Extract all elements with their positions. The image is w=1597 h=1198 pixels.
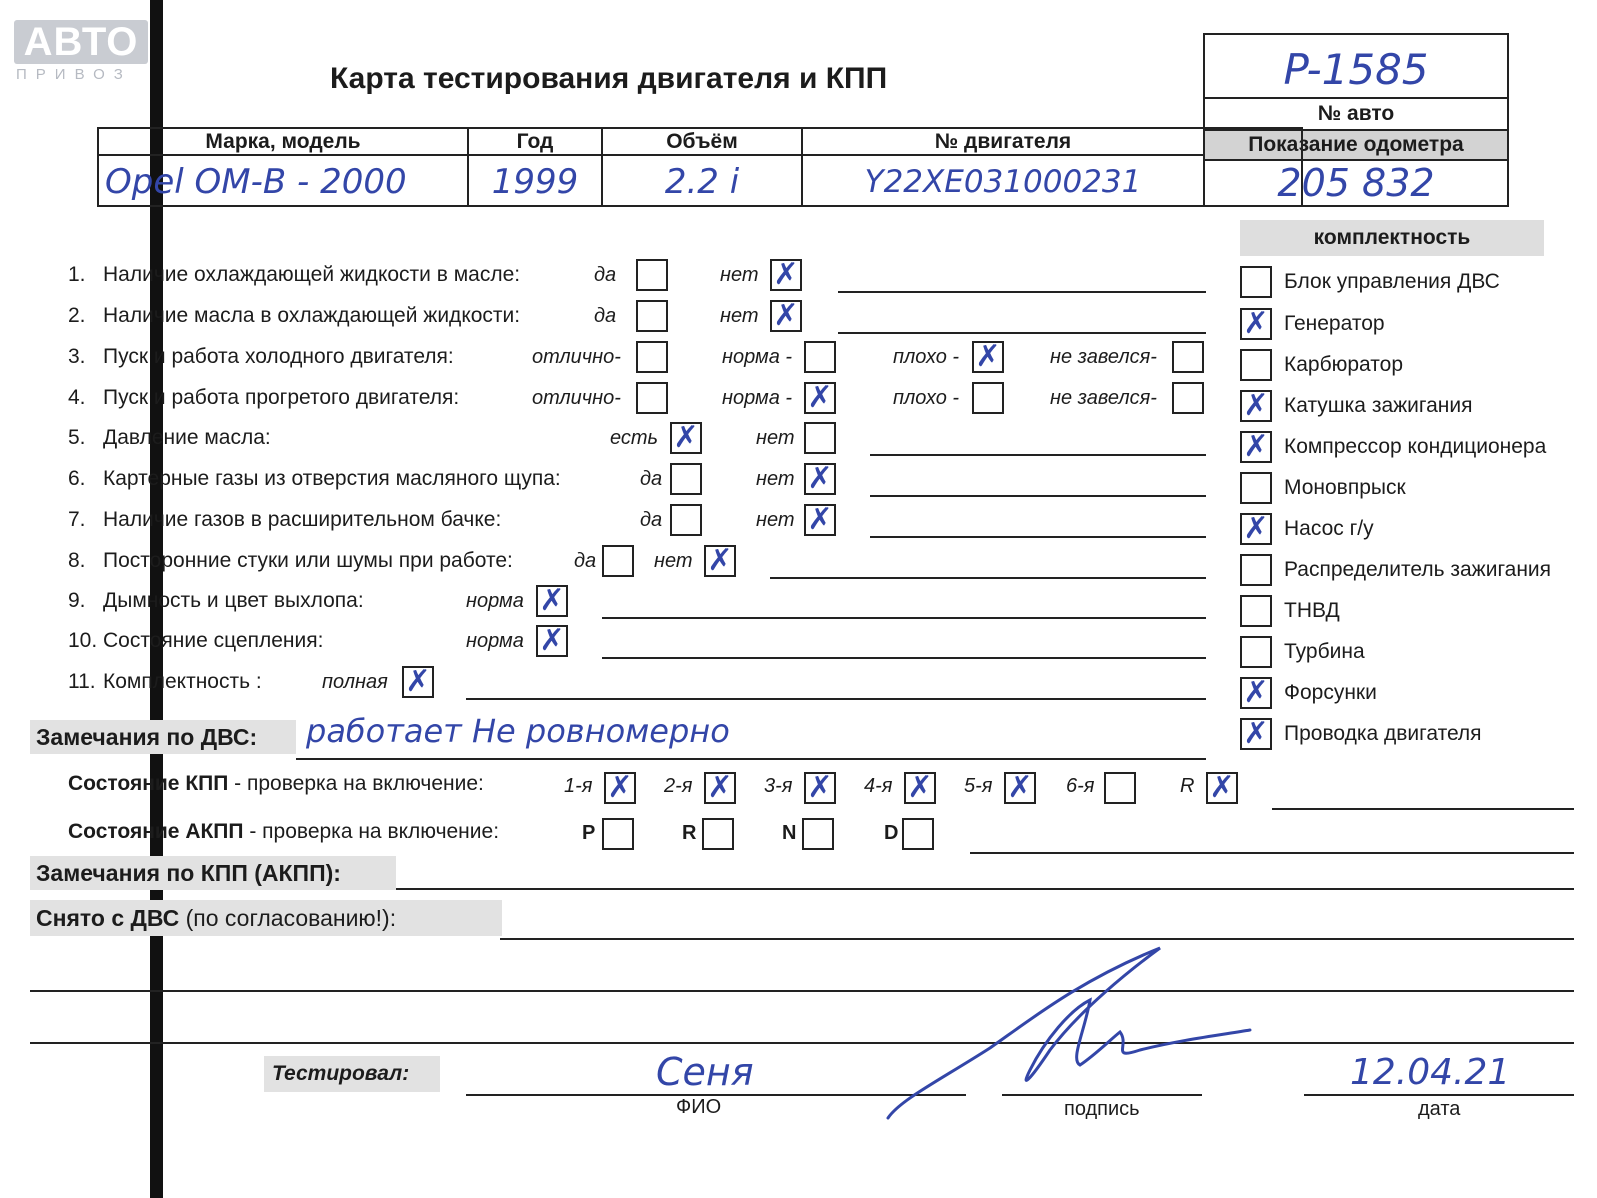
option-label: да [640,509,663,531]
option-checkbox[interactable] [804,382,836,414]
row-text: Наличие газов в расширительном бачке: [103,508,502,531]
option-label: норма [466,630,524,652]
option-label: норма - [722,346,793,368]
check-mark: ✗ [807,502,833,537]
header-value: Opel OM-B - 2000 [105,162,407,202]
option-checkbox[interactable] [972,341,1004,373]
komplektnost-item: Турбина [1284,640,1365,663]
gear-label: R [1180,775,1195,797]
header-label: Объём [603,129,801,156]
gear-checkbox[interactable] [604,772,636,804]
akpp-label [68,820,499,844]
auto-number-value: P-1585 [1283,45,1429,94]
option-checkbox[interactable] [770,259,802,291]
row-text: Комплектность : [103,670,262,693]
kpp-label [68,772,484,796]
gear-label: 4-я [864,775,893,797]
komplektnost-title: комплектность [1240,220,1544,256]
row-notes-line [870,454,1206,456]
row-number: 9. [68,589,86,612]
row-number: 6. [68,467,86,490]
header-value: 2.2 i [664,162,740,202]
komplektnost-item: Моновпрыск [1284,476,1406,499]
komplektnost-checkbox[interactable] [1240,349,1272,381]
option-checkbox[interactable] [670,463,702,495]
option-checkbox[interactable] [804,504,836,536]
akpp-mode-checkbox[interactable] [802,818,834,850]
row-notes-line [838,291,1206,293]
tested-date-value: 12.04.21 [1350,1052,1511,1093]
option-label: есть [610,427,659,449]
check-mark: ✗ [1243,675,1269,710]
header-label: Марка, модель [99,129,467,156]
komplektnost-checkbox[interactable] [1240,472,1272,504]
remarks-dvs-value: работает Не ровномерно [306,712,730,750]
option-label: отлично- [532,346,621,368]
option-label: нет [654,550,693,572]
option-checkbox[interactable] [804,341,836,373]
option-checkbox[interactable] [972,382,1004,414]
option-label: нет [720,264,759,286]
option-checkbox[interactable] [1172,382,1204,414]
option-label: не завелся- [1050,387,1157,409]
row-number: 10. [68,629,98,652]
check-mark: ✗ [975,339,1001,374]
sign-line [1002,1094,1202,1096]
row-notes-line [602,617,1206,619]
check-mark: ✗ [405,664,431,699]
komplektnost-checkbox[interactable] [1240,308,1272,340]
row-text: Посторонние стуки или шумы при работе: [103,549,513,572]
header-cell-model [99,129,469,205]
option-label: да [640,468,663,490]
option-checkbox[interactable] [636,300,668,332]
komplektnost-checkbox[interactable] [1240,266,1272,298]
row-text: Пуск и работа прогретого двигателя: [103,386,460,409]
check-mark: ✗ [1209,770,1235,805]
header-cell-engine-number [803,129,1203,205]
page-title: Карта тестирования двигателя и КПП [330,62,888,95]
row-text: Наличие масла в охлаждающей жидкости: [103,304,521,327]
check-mark: ✗ [773,298,799,333]
komplektnost-item: Насос г/у [1284,517,1374,540]
option-label: нет [720,305,759,327]
gear-label: 6-я [1066,775,1095,797]
option-checkbox[interactable] [536,625,568,657]
watermark-subtitle: ПРИВОЗ [16,66,132,83]
check-mark: ✗ [807,461,833,496]
check-mark: ✗ [1243,388,1269,423]
gear-checkbox[interactable] [1206,772,1238,804]
check-mark: ✗ [807,380,833,415]
check-mark: ✗ [539,623,565,658]
check-mark: ✗ [1243,511,1269,546]
sign-label: подпись [1064,1098,1140,1120]
komplektnost-item: ТНВД [1284,599,1340,622]
fio-label: ФИО [676,1096,722,1118]
gear-checkbox[interactable] [1104,772,1136,804]
row-text: Давление масла: [103,426,271,449]
komplektnost-item: Катушка зажигания [1284,394,1473,417]
row-notes-line [838,332,1206,334]
check-mark: ✗ [907,770,933,805]
check-mark: ✗ [1243,429,1269,464]
option-label: нет [756,509,795,531]
check-mark: ✗ [607,770,633,805]
option-checkbox[interactable] [1172,341,1204,373]
akpp-label-rest: - проверка на включение: [243,820,500,843]
akpp-line [970,852,1574,854]
komplektnost-item: Генератор [1284,312,1385,335]
check-mark: ✗ [1243,716,1269,751]
row-number: 11. [68,670,96,693]
auto-number-label: № авто [1205,97,1507,129]
row-number: 8. [68,549,86,572]
row-number: 5. [68,426,86,449]
check-mark: ✗ [707,770,733,805]
gear-label: 5-я [964,775,993,797]
option-label: норма [466,590,524,612]
check-mark: ✗ [1243,306,1269,341]
kpp-label-rest: - проверка на включение: [228,772,484,795]
komplektnost-item: Блок управления ДВС [1284,270,1500,293]
gear-label: 2-я [664,775,693,797]
option-label: не завелся- [1050,346,1157,368]
odometer-label: Показание одометра [1205,129,1507,161]
row-text: Наличие охлаждающей жидкости в масле: [103,263,521,286]
remarks-dvs-label: Замечания по ДВС: [30,720,296,754]
gear-label: 1-я [564,775,593,797]
check-mark: ✗ [673,420,699,455]
komplektnost-checkbox[interactable] [1240,390,1272,422]
option-label: отлично- [532,387,621,409]
option-checkbox[interactable] [704,545,736,577]
row-notes-line [770,577,1206,579]
gear-label: 3-я [764,775,793,797]
option-label: нет [756,468,795,490]
komplektnost-checkbox[interactable] [1240,636,1272,668]
option-label: плохо - [893,346,960,368]
akpp-mode-label: R [682,822,697,844]
row-number: 7. [68,508,86,531]
vehicle-header-table [97,127,1303,207]
remarks-dvs-line [296,758,1206,760]
komplektnost-item: Распределитель зажигания [1284,558,1552,581]
row-number: 1. [68,263,86,286]
tested-fio-value: Сеня [656,1050,754,1094]
kpp-label-bold: Состояние КПП [68,772,229,795]
header-label: № двигателя [803,129,1203,156]
removed-label-bold: Снято с ДВС [36,905,180,931]
header-cell-volume [603,129,803,205]
row-text: Дымность и цвет выхлопа: [103,589,364,612]
check-mark: ✗ [539,583,565,618]
gear-checkbox[interactable] [804,772,836,804]
watermark-logo: АВТО [14,20,148,64]
gear-checkbox[interactable] [1004,772,1036,804]
check-mark: ✗ [773,257,799,292]
row-number: 2. [68,304,86,327]
option-label: плохо - [893,387,960,409]
komplektnost-item: Проводка двигателя [1284,722,1482,745]
komplektnost-item: Форсунки [1284,681,1377,704]
option-label: да [594,305,617,327]
option-checkbox[interactable] [636,259,668,291]
check-mark: ✗ [707,543,733,578]
option-checkbox[interactable] [536,585,568,617]
row-number: 3. [68,345,86,368]
row-text: Картерные газы из отверстия масляного щупа: [103,467,561,490]
remarks-kpp-label: Замечания по КПП (АКПП): [30,856,396,890]
removed-line-2 [30,990,1574,992]
header-value: Y22XE031000231 [864,164,1142,200]
option-checkbox[interactable] [636,341,668,373]
komplektnost-item: Компрессор кондиционера [1284,435,1547,458]
komplektnost-checkbox[interactable] [1240,513,1272,545]
row-number: 4. [68,386,86,409]
akpp-mode-checkbox[interactable] [902,818,934,850]
option-label: да [574,550,597,572]
option-checkbox[interactable] [804,422,836,454]
akpp-mode-label: P [582,822,596,844]
option-label: нет [756,427,795,449]
removed-line-3 [30,1042,1574,1044]
option-label: норма - [722,387,793,409]
row-text: Пуск и работа холодного двигателя: [103,345,454,368]
option-label: полная [322,671,388,693]
check-mark: ✗ [1007,770,1033,805]
header-cell-year [469,129,603,205]
row-text: Состояние сцепления: [103,629,324,652]
remarks-kpp-line [396,888,1574,890]
option-checkbox[interactable] [770,300,802,332]
komplektnost-checkbox[interactable] [1240,677,1272,709]
header-label: Год [469,129,601,156]
komplektnost-checkbox[interactable] [1240,431,1272,463]
akpp-mode-checkbox[interactable] [602,818,634,850]
option-checkbox[interactable] [670,422,702,454]
kpp-line [1272,808,1574,810]
option-checkbox[interactable] [636,382,668,414]
row-notes-line [870,495,1206,497]
komplektnost-checkbox[interactable] [1240,718,1272,750]
header-value: 1999 [491,162,579,202]
gear-checkbox[interactable] [704,772,736,804]
gear-checkbox[interactable] [904,772,936,804]
option-checkbox[interactable] [602,545,634,577]
date-line [1304,1094,1574,1096]
akpp-mode-checkbox[interactable] [702,818,734,850]
akpp-mode-label: D [884,822,899,844]
date-label: дата [1418,1098,1461,1120]
odometer-value: 205 832 [1277,161,1435,205]
option-checkbox[interactable] [804,463,836,495]
option-checkbox[interactable] [670,504,702,536]
komplektnost-checkbox[interactable] [1240,595,1272,627]
komplektnost-checkbox[interactable] [1240,554,1272,586]
komplektnost-item: Карбюратор [1284,353,1404,376]
tested-label: Тестировал: [264,1056,440,1092]
akpp-label-bold: Состояние АКПП [68,820,244,843]
option-checkbox[interactable] [402,666,434,698]
row-notes-line [602,657,1206,659]
option-label: да [594,264,617,286]
row-notes-line [870,536,1206,538]
removed-label-rest: (по согласованию!): [179,905,397,931]
akpp-mode-label: N [782,822,797,844]
row-notes-line [466,698,1206,700]
removed-label [30,900,502,936]
check-mark: ✗ [807,770,833,805]
